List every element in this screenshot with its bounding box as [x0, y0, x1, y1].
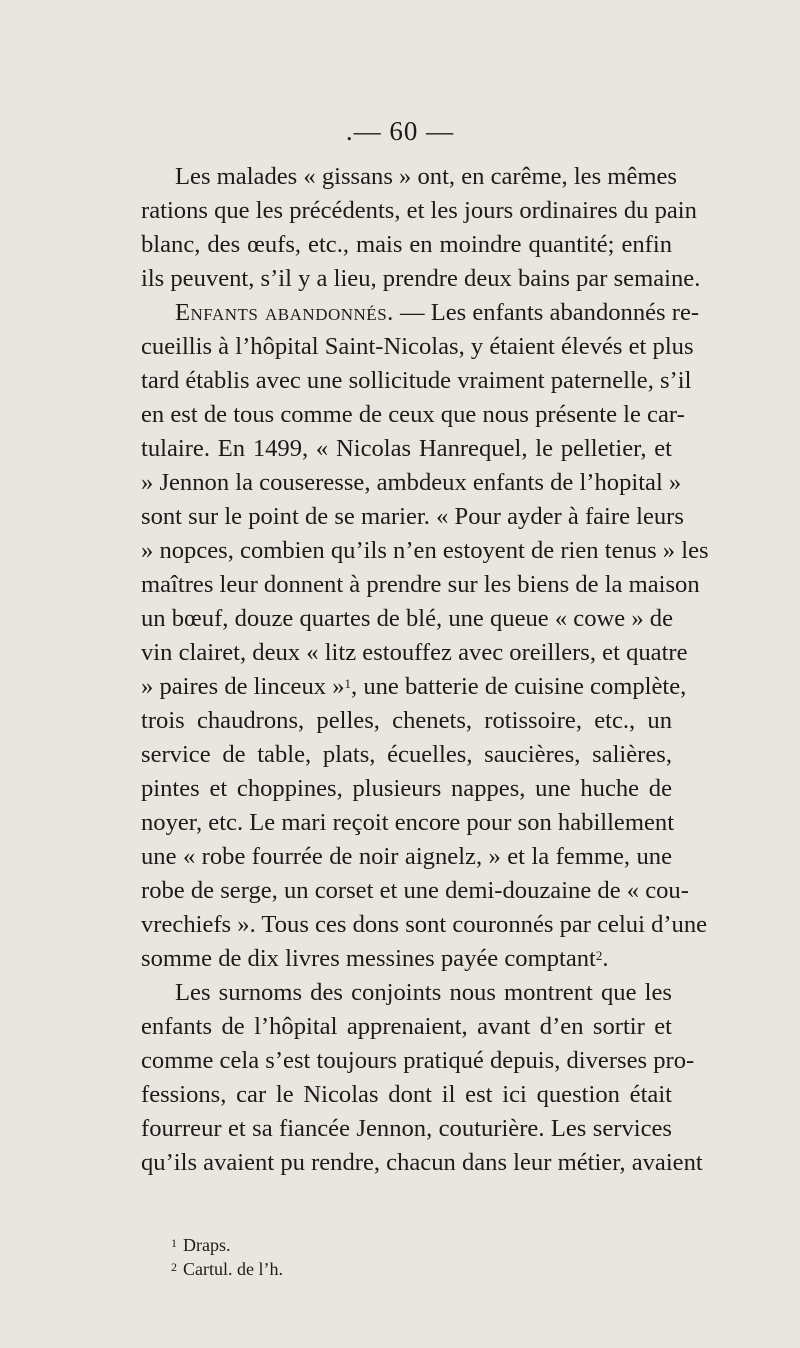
text-line: cueillis à l’hôpital Saint-Nicolas, y étaient élevés et plus: [141, 333, 694, 360]
footnote-mark: 1: [171, 1236, 177, 1250]
text-line: rations que les précédents, et les jours ordinaires du pain: [141, 197, 697, 224]
text-segment: somme de dix livres messines payée comptant: [141, 945, 596, 972]
footnote-mark: 2: [171, 1260, 177, 1274]
text-line: trois chaudrons, pelles, chenets, rotissoire, etc., un: [141, 707, 672, 734]
footnote-text: Cartul. de l’h.: [183, 1259, 283, 1279]
text-segment: .: [602, 945, 609, 972]
text-line: sont sur le point de se marier. « Pour ayder à faire leurs: [141, 503, 684, 530]
text-line: » nopces, combien qu’ils n’en estoyent de rien tenus » les: [141, 537, 709, 564]
text-line: vrechiefs ». Tous ces dons sont couronnés par celui d’une: [141, 911, 708, 938]
text-line-with-footnote: [141, 670, 687, 704]
text-segment: , une batterie de cuisine complète,: [351, 673, 687, 700]
text-line: noyer, etc. Le mari reçoit encore pour son habillement: [141, 809, 675, 836]
text-line: Les malades « gissans » ont, en carême, les mêmes: [175, 163, 677, 190]
section-heading-line: [175, 296, 700, 330]
footnote-text: Draps.: [183, 1235, 231, 1255]
text-line: Les surnoms des conjoints nous montrent que les: [175, 979, 672, 1006]
text-line: comme cela s’est toujours pratiqué depuis, diverses pro-: [141, 1047, 695, 1074]
text-line: fessions, car le Nicolas dont il est ici question était: [141, 1081, 672, 1108]
text-line: robe de serge, un corset et une demi-douzaine de « cou-: [141, 877, 689, 904]
page-number: .— 60 —: [345, 116, 455, 146]
section-heading: Enfants abandonnés.: [175, 299, 394, 326]
text-line-with-footnote: [141, 942, 672, 976]
text-line: ils peuvent, s’il y a lieu, prendre deux bains par semaine.: [141, 265, 701, 292]
text-line: en est de tous comme de ceux que nous présente le car-: [141, 401, 685, 428]
text-line: maîtres leur donnent à prendre sur les biens de la maison: [141, 571, 700, 598]
footnote-ref: 1: [344, 676, 352, 691]
text-line: tard établis avec une sollicitude vraiment paternelle, s’il: [141, 367, 692, 394]
footnote: [171, 1234, 231, 1256]
text-line: une « robe fourrée de noir aignelz, » et la femme, une: [141, 843, 672, 870]
section-heading-rest: — Les enfants abandonnés re-: [393, 299, 700, 326]
text-line: » Jennon la couseresse, ambdeux enfants de l’hopital »: [141, 469, 682, 496]
text-line: un bœuf, douze quartes de blé, une queue « cowe » de: [141, 605, 673, 632]
text-line: pintes et choppines, plusieurs nappes, une huche de: [141, 775, 672, 802]
text-line: enfants de l’hôpital apprenaient, avant d’en sortir et: [141, 1013, 672, 1040]
text-line: qu’ils avaient pu rendre, chacun dans leur métier, avaient: [141, 1149, 703, 1176]
text-line: tulaire. En 1499, « Nicolas Hanrequel, le pelletier, et: [141, 435, 672, 462]
footnote-ref: 2: [595, 948, 603, 963]
text-line: vin clairet, deux « litz estouffez avec oreillers, et quatre: [141, 639, 688, 666]
text-line: blanc, des œufs, etc., mais en moindre quantité; enfin: [141, 231, 672, 258]
text-line: fourreur et sa fiancée Jennon, couturière. Les services: [141, 1115, 672, 1142]
text-segment: » paires de linceux »: [141, 673, 345, 700]
footnote: [171, 1258, 283, 1280]
text-line: service de table, plats, écuelles, saucières, salières,: [141, 741, 672, 768]
